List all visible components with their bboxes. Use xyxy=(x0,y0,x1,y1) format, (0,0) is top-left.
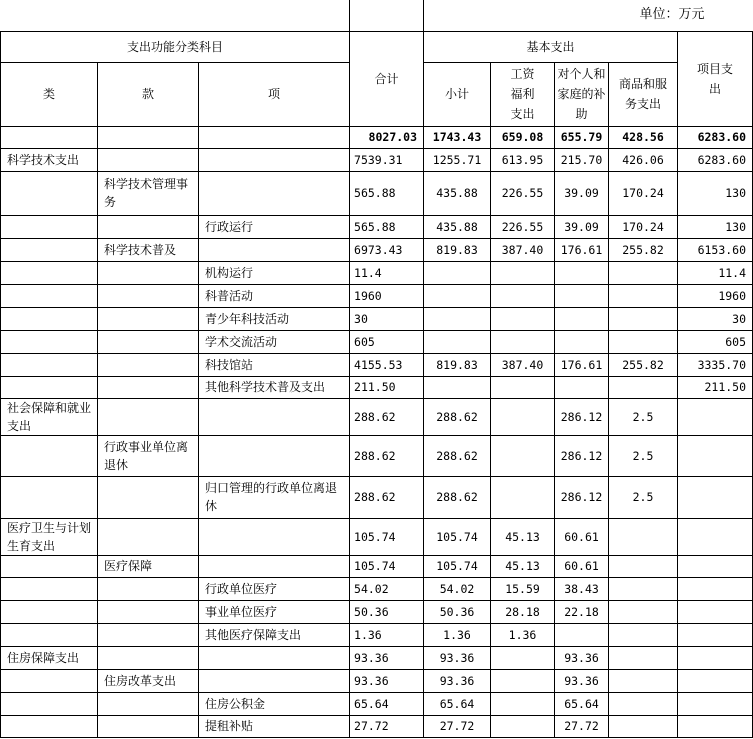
table-row xyxy=(1,398,753,435)
cell-project xyxy=(678,715,753,737)
cell-goods xyxy=(609,518,678,555)
cell-goods: 255.82 xyxy=(609,238,678,261)
cell-xiang: 学术交流活动 xyxy=(199,330,350,353)
table-row xyxy=(1,171,753,215)
cell-wages xyxy=(491,330,555,353)
header-wages: 工资福利支出 xyxy=(491,62,555,126)
cell-goods xyxy=(609,577,678,600)
cell-lei xyxy=(1,284,98,307)
cell-subtotal xyxy=(424,261,491,284)
cell-project xyxy=(678,577,753,600)
cell-project: 3335.70 xyxy=(678,353,753,376)
cell-goods xyxy=(609,307,678,330)
table-row xyxy=(1,715,753,737)
cell-goods xyxy=(609,646,678,669)
cell-individual: 215.70 xyxy=(555,148,609,171)
table-row xyxy=(1,261,753,284)
cell-project xyxy=(678,692,753,715)
header-row-1 xyxy=(1,31,753,62)
cell-subtotal: 288.62 xyxy=(424,398,491,435)
cell-total: 565.88 xyxy=(350,215,424,238)
cell-kuan xyxy=(98,692,199,715)
cell-subtotal: 819.83 xyxy=(424,353,491,376)
cell-subtotal: 288.62 xyxy=(424,435,491,476)
cell-individual: 60.61 xyxy=(555,518,609,555)
cell-total: 211.50 xyxy=(350,376,424,398)
table-row xyxy=(1,376,753,398)
cell-xiang xyxy=(199,435,350,476)
cell-individual: 22.18 xyxy=(555,600,609,623)
cell-goods xyxy=(609,623,678,646)
cell-xiang xyxy=(199,669,350,692)
cell-xiang xyxy=(199,148,350,171)
cell-kuan xyxy=(98,353,199,376)
cell-lei xyxy=(1,353,98,376)
cell-wages xyxy=(491,646,555,669)
cell-subtotal: 1743.43 xyxy=(424,126,491,148)
cell-xiang: 提租补贴 xyxy=(199,715,350,737)
cell-wages xyxy=(491,284,555,307)
table-row xyxy=(1,353,753,376)
cell-subtotal xyxy=(424,330,491,353)
header-individual: 对个人和家庭的补助 xyxy=(555,62,609,126)
cell-project xyxy=(678,600,753,623)
cell-goods: 2.5 xyxy=(609,398,678,435)
cell-total: 105.74 xyxy=(350,555,424,577)
cell-wages: 226.55 xyxy=(491,171,555,215)
cell-goods xyxy=(609,669,678,692)
cell-subtotal: 819.83 xyxy=(424,238,491,261)
cell-lei xyxy=(1,669,98,692)
cell-individual: 93.36 xyxy=(555,669,609,692)
cell-individual: 176.61 xyxy=(555,353,609,376)
cell-subtotal: 1.36 xyxy=(424,623,491,646)
cell-total: 65.64 xyxy=(350,692,424,715)
cell-total: 105.74 xyxy=(350,518,424,555)
cell-total: 93.36 xyxy=(350,669,424,692)
cell-total: 288.62 xyxy=(350,476,424,518)
cell-kuan: 行政事业单位离退休 xyxy=(98,435,199,476)
cell-individual: 39.09 xyxy=(555,215,609,238)
cell-wages: 387.40 xyxy=(491,353,555,376)
cell-project: 6283.60 xyxy=(678,148,753,171)
cell-goods xyxy=(609,555,678,577)
cell-lei xyxy=(1,330,98,353)
cell-xiang: 机构运行 xyxy=(199,261,350,284)
cell-total: 605 xyxy=(350,330,424,353)
cell-xiang: 科普活动 xyxy=(199,284,350,307)
cell-goods: 426.06 xyxy=(609,148,678,171)
cell-total: 565.88 xyxy=(350,171,424,215)
cell-wages xyxy=(491,692,555,715)
cell-wages xyxy=(491,307,555,330)
cell-project xyxy=(678,669,753,692)
cell-kuan xyxy=(98,148,199,171)
table-row xyxy=(1,555,753,577)
cell-individual: 176.61 xyxy=(555,238,609,261)
cell-lei xyxy=(1,171,98,215)
cell-kuan: 医疗保障 xyxy=(98,555,199,577)
cell-xiang: 归口管理的行政单位离退休 xyxy=(199,476,350,518)
cell-xiang: 事业单位医疗 xyxy=(199,600,350,623)
cell-kuan xyxy=(98,330,199,353)
cell-kuan xyxy=(98,398,199,435)
cell-xiang xyxy=(199,518,350,555)
cell-lei: 社会保障和就业支出 xyxy=(1,398,98,435)
cell-lei xyxy=(1,715,98,737)
cell-wages xyxy=(491,715,555,737)
cell-kuan: 住房改革支出 xyxy=(98,669,199,692)
cell-subtotal: 93.36 xyxy=(424,669,491,692)
cell-project: 130 xyxy=(678,171,753,215)
cell-project xyxy=(678,435,753,476)
header-goods: 商品和服务支出 xyxy=(609,62,678,126)
cell-xiang xyxy=(199,171,350,215)
table-row xyxy=(1,669,753,692)
table-row xyxy=(1,126,753,148)
blank-cell xyxy=(1,0,350,31)
cell-project: 30 xyxy=(678,307,753,330)
cell-kuan xyxy=(98,307,199,330)
cell-wages: 28.18 xyxy=(491,600,555,623)
cell-subtotal: 54.02 xyxy=(424,577,491,600)
table-row xyxy=(1,692,753,715)
cell-kuan xyxy=(98,215,199,238)
cell-wages xyxy=(491,476,555,518)
cell-lei xyxy=(1,623,98,646)
cell-project xyxy=(678,623,753,646)
cell-individual: 65.64 xyxy=(555,692,609,715)
cell-xiang xyxy=(199,555,350,577)
cell-wages: 226.55 xyxy=(491,215,555,238)
cell-subtotal: 288.62 xyxy=(424,476,491,518)
table-row xyxy=(1,623,753,646)
cell-kuan xyxy=(98,476,199,518)
cell-xiang xyxy=(199,238,350,261)
table-row xyxy=(1,435,753,476)
cell-subtotal: 1255.71 xyxy=(424,148,491,171)
cell-individual: 286.12 xyxy=(555,476,609,518)
cell-goods xyxy=(609,715,678,737)
cell-kuan xyxy=(98,126,199,148)
cell-project xyxy=(678,646,753,669)
unit-label: 单位：万元 xyxy=(424,0,753,31)
cell-kuan xyxy=(98,715,199,737)
cell-wages: 387.40 xyxy=(491,238,555,261)
cell-wages xyxy=(491,435,555,476)
cell-subtotal: 435.88 xyxy=(424,171,491,215)
cell-total: 6973.43 xyxy=(350,238,424,261)
cell-kuan xyxy=(98,376,199,398)
cell-total: 4155.53 xyxy=(350,353,424,376)
cell-subtotal xyxy=(424,307,491,330)
cell-wages: 1.36 xyxy=(491,623,555,646)
cell-subtotal xyxy=(424,284,491,307)
cell-goods: 170.24 xyxy=(609,171,678,215)
cell-project: 11.4 xyxy=(678,261,753,284)
cell-xiang xyxy=(199,398,350,435)
cell-wages: 659.08 xyxy=(491,126,555,148)
cell-xiang: 其他医疗保障支出 xyxy=(199,623,350,646)
table-row xyxy=(1,238,753,261)
cell-lei: 科学技术支出 xyxy=(1,148,98,171)
cell-individual: 60.61 xyxy=(555,555,609,577)
cell-subtotal: 65.64 xyxy=(424,692,491,715)
cell-total: 54.02 xyxy=(350,577,424,600)
cell-goods: 2.5 xyxy=(609,476,678,518)
cell-goods xyxy=(609,376,678,398)
table-row xyxy=(1,577,753,600)
cell-wages: 613.95 xyxy=(491,148,555,171)
cell-kuan xyxy=(98,261,199,284)
cell-goods: 2.5 xyxy=(609,435,678,476)
cell-lei xyxy=(1,577,98,600)
cell-subtotal xyxy=(424,376,491,398)
cell-xiang xyxy=(199,646,350,669)
cell-goods xyxy=(609,330,678,353)
cell-individual xyxy=(555,261,609,284)
cell-total: 8027.03 xyxy=(350,126,424,148)
cell-lei xyxy=(1,376,98,398)
cell-lei xyxy=(1,215,98,238)
cell-individual: 39.09 xyxy=(555,171,609,215)
cell-individual xyxy=(555,307,609,330)
cell-goods xyxy=(609,600,678,623)
cell-individual xyxy=(555,376,609,398)
cell-goods: 428.56 xyxy=(609,126,678,148)
cell-subtotal: 27.72 xyxy=(424,715,491,737)
cell-kuan xyxy=(98,284,199,307)
header-lei: 类 xyxy=(1,62,98,126)
cell-total: 11.4 xyxy=(350,261,424,284)
header-basic-expenditure: 基本支出 xyxy=(424,31,678,62)
cell-lei: 住房保障支出 xyxy=(1,646,98,669)
cell-goods: 255.82 xyxy=(609,353,678,376)
cell-project: 130 xyxy=(678,215,753,238)
header-functional-class: 支出功能分类科目 xyxy=(1,31,350,62)
cell-lei xyxy=(1,692,98,715)
cell-goods xyxy=(609,284,678,307)
table-row xyxy=(1,600,753,623)
table-row xyxy=(1,307,753,330)
cell-wages: 45.13 xyxy=(491,555,555,577)
table-row xyxy=(1,284,753,307)
cell-total: 1960 xyxy=(350,284,424,307)
cell-kuan: 科学技术普及 xyxy=(98,238,199,261)
cell-lei xyxy=(1,261,98,284)
cell-total: 50.36 xyxy=(350,600,424,623)
table-row xyxy=(1,646,753,669)
cell-xiang: 行政运行 xyxy=(199,215,350,238)
cell-xiang: 青少年科技活动 xyxy=(199,307,350,330)
cell-project: 605 xyxy=(678,330,753,353)
cell-individual: 93.36 xyxy=(555,646,609,669)
cell-wages xyxy=(491,261,555,284)
header-total: 合计 xyxy=(350,31,424,126)
cell-lei xyxy=(1,476,98,518)
cell-project: 6153.60 xyxy=(678,238,753,261)
cell-project xyxy=(678,555,753,577)
cell-subtotal: 93.36 xyxy=(424,646,491,669)
cell-individual: 27.72 xyxy=(555,715,609,737)
cell-individual: 286.12 xyxy=(555,398,609,435)
cell-individual xyxy=(555,284,609,307)
table-row xyxy=(1,476,753,518)
table-row xyxy=(1,518,753,555)
cell-kuan xyxy=(98,646,199,669)
cell-project: 6283.60 xyxy=(678,126,753,148)
header-subtotal: 小计 xyxy=(424,62,491,126)
cell-lei xyxy=(1,307,98,330)
cell-xiang: 其他科学技术普及支出 xyxy=(199,376,350,398)
cell-lei xyxy=(1,126,98,148)
cell-subtotal: 105.74 xyxy=(424,518,491,555)
cell-kuan: 科学技术管理事务 xyxy=(98,171,199,215)
cell-lei xyxy=(1,600,98,623)
cell-xiang xyxy=(199,126,350,148)
cell-lei: 医疗卫生与计划生育支出 xyxy=(1,518,98,555)
cell-individual: 38.43 xyxy=(555,577,609,600)
table-row xyxy=(1,215,753,238)
cell-total: 1.36 xyxy=(350,623,424,646)
cell-goods xyxy=(609,261,678,284)
blank-cell xyxy=(350,0,424,31)
cell-subtotal: 105.74 xyxy=(424,555,491,577)
cell-wages: 45.13 xyxy=(491,518,555,555)
cell-goods: 170.24 xyxy=(609,215,678,238)
header-kuan: 款 xyxy=(98,62,199,126)
table-row xyxy=(1,330,753,353)
cell-xiang: 住房公积金 xyxy=(199,692,350,715)
cell-individual xyxy=(555,623,609,646)
cell-kuan xyxy=(98,623,199,646)
cell-total: 7539.31 xyxy=(350,148,424,171)
cell-wages: 15.59 xyxy=(491,577,555,600)
cell-subtotal: 435.88 xyxy=(424,215,491,238)
cell-total: 288.62 xyxy=(350,435,424,476)
cell-kuan xyxy=(98,577,199,600)
cell-total: 30 xyxy=(350,307,424,330)
cell-kuan xyxy=(98,518,199,555)
header-project: 项目支出 xyxy=(678,31,753,126)
cell-lei xyxy=(1,555,98,577)
cell-xiang: 行政单位医疗 xyxy=(199,577,350,600)
cell-lei xyxy=(1,435,98,476)
table-row xyxy=(1,148,753,171)
cell-individual xyxy=(555,330,609,353)
cell-project: 211.50 xyxy=(678,376,753,398)
unit-row xyxy=(1,0,753,31)
cell-lei xyxy=(1,238,98,261)
cell-project: 1960 xyxy=(678,284,753,307)
cell-individual: 286.12 xyxy=(555,435,609,476)
cell-total: 93.36 xyxy=(350,646,424,669)
cell-wages xyxy=(491,669,555,692)
cell-total: 27.72 xyxy=(350,715,424,737)
cell-total: 288.62 xyxy=(350,398,424,435)
cell-project xyxy=(678,398,753,435)
header-xiang: 项 xyxy=(199,62,350,126)
cell-kuan xyxy=(98,600,199,623)
cell-individual: 655.79 xyxy=(555,126,609,148)
cell-wages xyxy=(491,398,555,435)
cell-xiang: 科技馆站 xyxy=(199,353,350,376)
cell-goods xyxy=(609,692,678,715)
cell-project xyxy=(678,518,753,555)
cell-wages xyxy=(491,376,555,398)
cell-project xyxy=(678,476,753,518)
cell-subtotal: 50.36 xyxy=(424,600,491,623)
